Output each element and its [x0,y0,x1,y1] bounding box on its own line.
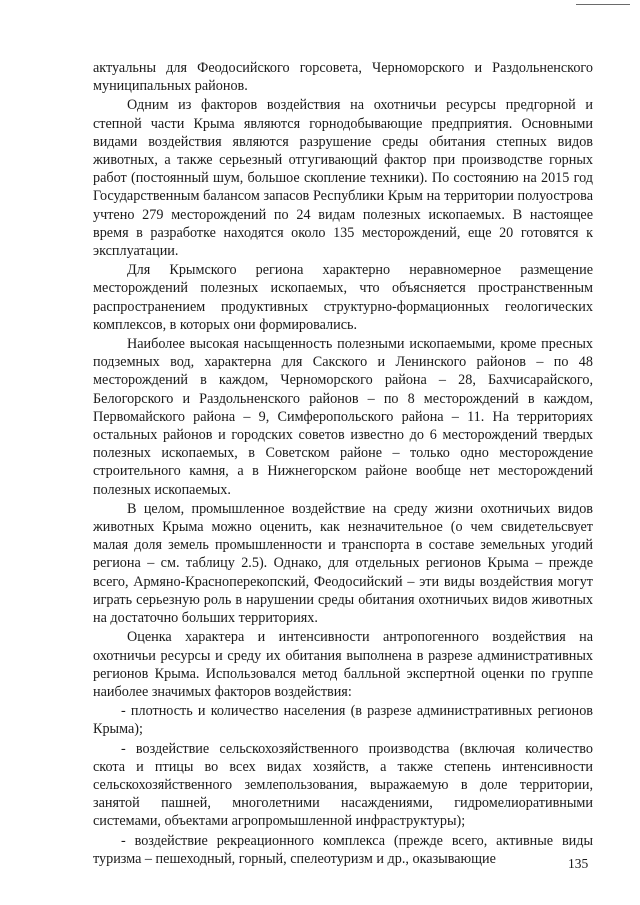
paragraph: Для Крымского региона характерно неравномерное размещение месторождений полезных ископаемых, что объясняется пространственным распространением продуктивных структурно-формационных геологических комплексов, в которых они формировались. [93,262,593,333]
list-item: - воздействие рекреационного комплекса (прежде всего, активные виды туризма – пешеходный, горный, спелеотуризм и др., оказывающие [93,832,593,867]
paragraph: Одним из факторов воздействия на охотничьи ресурсы предгорной и степной части Крыма являются горнодобывающие предприятия. Основными видами воздействия являются разрушение среды обитания степных видов животных, а также серьезный отгугивающий фактор при производстве горных работ (постоянный шум, большое скопление техники). По состоянию на 2015 год Государственным балансом запасов Республики Крым на территории полуострова учтено 279 месторождений по 24 видам полезных ископаемых. В настоящее время в разработке находятся около 135 месторождений, еще 20 готовятся к эксплуатации. [93,97,593,260]
document-body [93,59,593,869]
corner-line [576,4,630,5]
page-number: 135 [568,856,589,871]
paragraph-continuation: актуальны для Феодосийского горсовета, Черноморского и Раздольненского муниципальных районов. [93,60,593,95]
paragraph: Наиболее высокая насыщенность полезными ископаемыми, кроме пресных подземных вод, характерна для Сакского и Ленинского районов – по 48 месторождений в каждом, Черноморского района – 28, Бахчисарайского, Белогорского и Раздольненского районов – по 8 месторождений в каждом, Первомайского района – 9, Симферопольского района – 11. На территориях остальных районов и городских советов известно до 6 месторождений твердых полезных ископаемых, в Советском районе – только одно месторождение строительного камня, а в Нижнегорском районе вообще нет месторождений полезных ископаемых. [93,336,593,498]
list-item: - плотность и количество населения (в разрезе административных регионов Крыма); [93,703,593,738]
paragraph: В целом, промышленное воздействие на среду жизни охотничьих видов животных Крыма можно оценить, как незначительное (о чем свидетельсвует малая доля земель промышленности и транспорта в составе земельных угодий региона – см. таблицу 2.5). Однако, для отдельных регионов Крыма – прежде всего, Армяно-Красноперекопский, Феодосийский – эти виды воздействия могут играть серьезную роль в нарушении среды обитания охотничьих видов животных на достаточно больших территориях. [93,500,593,627]
paragraph: Оценка характера и интенсивности антропогенного воздействия на охотничьи ресурсы и среду их обитания выполнена в разрезе административных регионов Крыма. Использовался метод балльной экспертной оценки по группе наиболее значимых факторов воздействия: [93,629,593,700]
list-item: - воздействие сельскохозяйственного производства (включая количество скота и птицы во всех видах хозяйств, а также степень интенсивности сельскохозяйственного землепользования, выражаемую в доле территории, занятой пашней, многолетними насаждениями, гидромелиоративными системами, объектами агропромышленной инфраструктуры); [93,740,593,830]
